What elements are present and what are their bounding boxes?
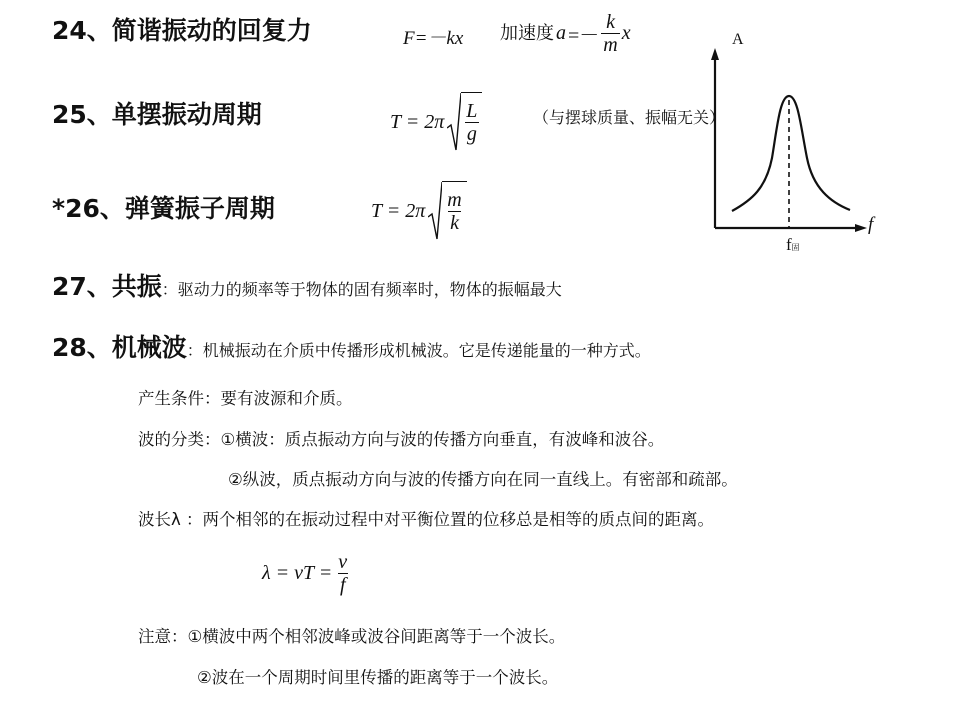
acc-fraction (601, 11, 619, 56)
acc-numerator: k (606, 11, 615, 33)
item-25-formula (390, 92, 482, 152)
item-27-description: ：驱动力的频率等于物体的固有频率时，物体的振幅最大 (161, 280, 562, 299)
peak-label-subscript: 固 (791, 243, 800, 252)
peak-label (786, 235, 800, 255)
wave-classify-longitudinal: ②纵波，质点振动方向与波的传播方向在同一直线上。有密部和疏部。 (228, 470, 738, 489)
item-26-heading: *26、弹簧振子周期 (52, 194, 275, 223)
item-27-heading: 27、共振 (52, 272, 162, 301)
x-axis-label: f (868, 214, 874, 235)
wave-formula-numerator: v (338, 551, 348, 573)
wave-formula-denominator: f (339, 574, 346, 596)
wave-note-2: ②波在一个周期时间里传播的距离等于一个波长。 (197, 668, 559, 687)
spring-numerator: m (447, 189, 462, 211)
item-26-formula (371, 181, 467, 241)
y-axis-label: A (732, 31, 744, 48)
acc-x: x (621, 22, 631, 44)
wave-condition: 产生条件：要有波源和介质。 (138, 389, 353, 408)
item-28-heading: 28、机械波 (52, 333, 187, 362)
item-28 (52, 333, 651, 363)
item-28-description: ：机械振动在介质中传播形成机械波。它是传递能量的一种方式。 (186, 341, 651, 360)
item-25-heading: 25、单摆振动周期 (52, 100, 262, 129)
acceleration-label: 加速度 (500, 22, 554, 44)
y-axis-arrow (711, 48, 719, 60)
x-axis-arrow (855, 224, 867, 232)
resonance-graph (700, 28, 900, 263)
wave-classify-transverse: 波的分类：①横波：质点振动方向与波的传播方向垂直，有波峰和波谷。 (138, 430, 665, 449)
item-24-heading: 24、简谐振动的回复力 (52, 16, 312, 45)
item-25-note: （与摆球质量、振幅无关） (533, 108, 726, 127)
wave-formula (262, 551, 349, 596)
resonance-curve (732, 96, 850, 211)
pendulum-denominator: g (466, 123, 477, 145)
wave-formula-fraction (336, 551, 349, 596)
acc-denominator: m (603, 34, 618, 56)
acc-equals: =－ (568, 25, 600, 47)
item-24-force-formula (403, 23, 463, 50)
spring-denominator: k (450, 212, 459, 234)
sqrt-sign (428, 181, 466, 241)
wave-note-1: 注意：①横波中两个相邻波峰或波谷间距离等于一个波长。 (138, 627, 566, 646)
force-formula-text: F=－kx (403, 28, 464, 49)
pendulum-lhs: T = 2π (390, 110, 445, 133)
wave-formula-lhs: λ = vT = (262, 562, 333, 584)
peak-label-f: f (786, 235, 792, 254)
pendulum-numerator: L (466, 100, 478, 122)
item-24-acceleration-formula (500, 11, 631, 56)
wave-wavelength-definition: 波长λ ：两个相邻的在振动过程中对平衡位置的位移总是相等的质点间的距离。 (138, 510, 715, 529)
spring-lhs: T = 2π (371, 199, 426, 222)
sqrt-sign (447, 92, 482, 152)
item-27 (52, 272, 562, 302)
acc-symbol: a (556, 22, 566, 44)
